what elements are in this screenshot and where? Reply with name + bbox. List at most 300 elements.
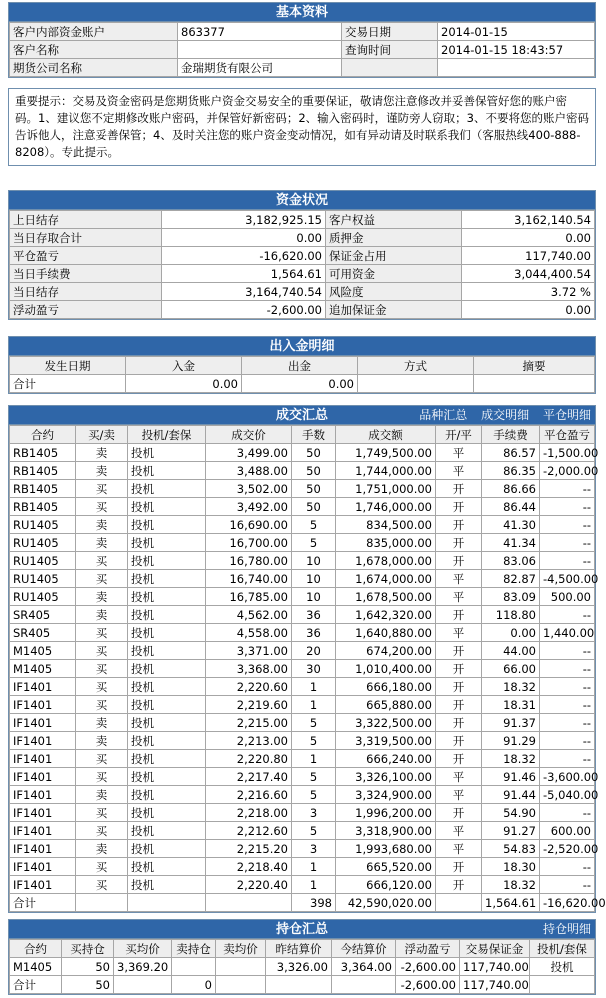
link-variety-summary[interactable]: 品种汇总 — [419, 408, 468, 422]
trade-cell: RU1405 — [10, 516, 76, 534]
trades-panel — [8, 405, 606, 913]
trade-cell: -- — [540, 516, 595, 534]
link-position-detail[interactable]: 持仓明细 — [542, 922, 591, 936]
trade-cell: 买 — [76, 750, 128, 768]
label-account: 客户内部资金账户 — [10, 23, 178, 41]
total-cell — [128, 894, 206, 912]
trade-cell: IF1401 — [10, 804, 76, 822]
trade-cell: IF1401 — [10, 732, 76, 750]
trade-cell: 50 — [292, 462, 336, 480]
funds-header — [9, 191, 595, 210]
trade-cell: 卖 — [76, 840, 128, 858]
trade-cell: IF1401 — [10, 858, 76, 876]
trade-cell: 1,749,500.00 — [336, 444, 436, 462]
label-trade-date: 交易日期 — [342, 23, 438, 41]
trade-cell: 18.32 — [482, 750, 540, 768]
trade-cell: 卖 — [76, 462, 128, 480]
trade-cell: 买 — [76, 858, 128, 876]
trade-cell: 开 — [436, 696, 482, 714]
trade-cell: 买 — [76, 768, 128, 786]
trade-cell: SR405 — [10, 606, 76, 624]
table-row — [10, 768, 595, 786]
trade-cell: 3,492.00 — [206, 498, 292, 516]
trade-cell: -- — [540, 732, 595, 750]
column-header: 开/平 — [436, 426, 482, 444]
trade-cell: 平 — [436, 822, 482, 840]
notice-panel — [8, 88, 596, 166]
column-header: 投机/套保 — [128, 426, 206, 444]
trade-cell: -1,500.00 — [540, 444, 595, 462]
trade-cell: 投机 — [128, 732, 206, 750]
empty-cell — [438, 59, 595, 77]
table-header-row — [10, 357, 595, 375]
trade-cell: -- — [540, 552, 595, 570]
total-cell: 398 — [292, 894, 336, 912]
trade-cell: 投机 — [128, 534, 206, 552]
trade-cell: 1 — [292, 876, 336, 894]
column-header: 合约 — [10, 940, 62, 958]
trade-cell: 83.09 — [482, 588, 540, 606]
link-trade-detail[interactable]: 成交明细 — [481, 408, 530, 422]
trade-cell: -- — [540, 678, 595, 696]
trade-cell: 82.87 — [482, 570, 540, 588]
table-row — [10, 229, 595, 247]
trade-cell: IF1401 — [10, 786, 76, 804]
trade-cell: -- — [540, 858, 595, 876]
table-row — [10, 786, 595, 804]
trade-cell: -- — [540, 696, 595, 714]
table-row — [10, 41, 595, 59]
inout-title: 出入金明细 — [269, 339, 335, 354]
funds-value: -16,620.00 — [162, 247, 326, 265]
table-row — [10, 958, 595, 976]
trade-cell: -5,040.00 — [540, 786, 595, 804]
trade-cell: 开 — [436, 552, 482, 570]
trade-cell: 买 — [76, 480, 128, 498]
total-cell — [530, 976, 595, 994]
column-header: 今结算价 — [332, 940, 396, 958]
total-cell: 0 — [172, 976, 216, 994]
positions-panel — [8, 919, 596, 995]
trade-cell: 投机 — [128, 588, 206, 606]
funds-label: 可用资金 — [326, 265, 462, 283]
trade-cell: 1,440.00 — [540, 624, 595, 642]
trade-cell: 18.31 — [482, 696, 540, 714]
trade-cell: 1,678,000.00 — [336, 552, 436, 570]
trade-cell: 1,674,000.00 — [336, 570, 436, 588]
position-cell: 117,740.00 — [460, 958, 530, 976]
trade-cell: 18.32 — [482, 876, 540, 894]
trade-cell: 16,690.00 — [206, 516, 292, 534]
trade-cell: 投机 — [128, 768, 206, 786]
position-cell: 50 — [62, 958, 114, 976]
trade-cell: 674,200.00 — [336, 642, 436, 660]
trade-cell: 5 — [292, 714, 336, 732]
trade-cell: 投机 — [128, 696, 206, 714]
basic-info-header — [9, 3, 595, 22]
positions-table — [9, 939, 595, 994]
trade-cell: 买 — [76, 552, 128, 570]
funds-value: 1,564.61 — [162, 265, 326, 283]
trade-cell: 30 — [292, 660, 336, 678]
trade-cell: 1,996,200.00 — [336, 804, 436, 822]
table-row — [10, 660, 595, 678]
trade-cell: 91.37 — [482, 714, 540, 732]
trade-cell: 18.32 — [482, 678, 540, 696]
trade-cell: -- — [540, 804, 595, 822]
trade-cell: 开 — [436, 480, 482, 498]
trade-cell: 投机 — [128, 642, 206, 660]
trade-cell: 5 — [292, 534, 336, 552]
trade-cell: 开 — [436, 678, 482, 696]
funds-value: -2,600.00 — [162, 301, 326, 319]
total-cell — [332, 976, 396, 994]
inout-panel — [8, 336, 596, 394]
table-row — [10, 750, 595, 768]
trade-cell: IF1401 — [10, 840, 76, 858]
table-row — [10, 606, 595, 624]
trade-cell: 1,993,680.00 — [336, 840, 436, 858]
trade-cell: 平 — [436, 768, 482, 786]
table-row — [10, 858, 595, 876]
funds-label: 浮动盈亏 — [10, 301, 162, 319]
trade-cell: 1 — [292, 858, 336, 876]
trade-cell: 3 — [292, 804, 336, 822]
trade-cell: 卖 — [76, 732, 128, 750]
column-header: 买持仓 — [62, 940, 114, 958]
trade-cell: 50 — [292, 444, 336, 462]
trade-cell: 开 — [436, 534, 482, 552]
basic-info-panel — [8, 2, 596, 78]
trade-cell: IF1401 — [10, 768, 76, 786]
table-row — [10, 211, 595, 229]
basic-info-table — [9, 22, 595, 77]
funds-value: 117,740.00 — [462, 247, 595, 265]
trade-cell: 2,216.60 — [206, 786, 292, 804]
column-header: 成交额 — [336, 426, 436, 444]
trade-cell: 平 — [436, 462, 482, 480]
total-cell: 117,740.00 — [460, 976, 530, 994]
trade-cell: 买 — [76, 696, 128, 714]
table-total-row — [10, 976, 595, 994]
trade-cell: 投机 — [128, 822, 206, 840]
table-row — [10, 265, 595, 283]
column-header: 浮动盈亏 — [396, 940, 460, 958]
trade-cell: 86.44 — [482, 498, 540, 516]
trade-cell: 10 — [292, 588, 336, 606]
trade-cell: 2,213.00 — [206, 732, 292, 750]
trade-cell: RB1405 — [10, 444, 76, 462]
table-row — [10, 804, 595, 822]
funds-title: 资金状况 — [275, 193, 328, 208]
trade-cell: 2,220.60 — [206, 678, 292, 696]
table-total-row — [10, 894, 595, 912]
column-header: 合约 — [10, 426, 76, 444]
position-cell: -2,600.00 — [396, 958, 460, 976]
total-cell: 0.00 — [126, 375, 242, 393]
label-client-name: 客户名称 — [10, 41, 178, 59]
value-trade-date: 2014-01-15 — [438, 23, 595, 41]
trade-cell: -- — [540, 660, 595, 678]
funds-value: 0.00 — [162, 229, 326, 247]
trade-cell: 666,120.00 — [336, 876, 436, 894]
trade-cell: RU1405 — [10, 534, 76, 552]
table-row — [10, 840, 595, 858]
trade-cell: 16,785.00 — [206, 588, 292, 606]
trade-cell: -- — [540, 534, 595, 552]
label-query-time: 查询时间 — [342, 41, 438, 59]
column-header: 卖持仓 — [172, 940, 216, 958]
trade-cell: 投机 — [128, 840, 206, 858]
funds-value: 0.00 — [462, 229, 595, 247]
trade-cell: -- — [540, 876, 595, 894]
trades-header — [9, 406, 595, 425]
column-header: 成交价 — [206, 426, 292, 444]
value-company: 金瑞期货有限公司 — [178, 59, 342, 77]
table-row — [10, 552, 595, 570]
link-close-detail[interactable]: 平仓明细 — [542, 408, 591, 422]
trade-cell: 投机 — [128, 444, 206, 462]
table-row — [10, 822, 595, 840]
funds-table — [9, 210, 595, 319]
trade-cell: 4,562.00 — [206, 606, 292, 624]
total-cell — [474, 375, 595, 393]
column-header: 手数 — [292, 426, 336, 444]
trade-cell: 666,240.00 — [336, 750, 436, 768]
trade-cell: 41.30 — [482, 516, 540, 534]
trade-cell: 平 — [436, 444, 482, 462]
trade-cell: 1,751,000.00 — [336, 480, 436, 498]
trade-cell: 2,220.40 — [206, 876, 292, 894]
trade-cell: 买 — [76, 876, 128, 894]
trade-cell: 买 — [76, 804, 128, 822]
trade-cell: 1,744,000.00 — [336, 462, 436, 480]
table-header-row — [10, 426, 595, 444]
trade-cell: 开 — [436, 732, 482, 750]
inout-header — [9, 337, 595, 356]
trade-cell: 投机 — [128, 804, 206, 822]
funds-label: 平仓盈亏 — [10, 247, 162, 265]
total-cell — [266, 976, 332, 994]
trade-cell: 41.34 — [482, 534, 540, 552]
column-header: 投机/套保 — [530, 940, 595, 958]
trade-cell: SR405 — [10, 624, 76, 642]
trade-cell: 开 — [436, 750, 482, 768]
funds-label: 追加保证金 — [326, 301, 462, 319]
trade-cell: 1 — [292, 696, 336, 714]
trade-cell: 50 — [292, 498, 336, 516]
table-row — [10, 624, 595, 642]
trade-cell: 买 — [76, 570, 128, 588]
column-header: 交易保证金 — [460, 940, 530, 958]
trade-cell: -- — [540, 498, 595, 516]
trade-cell: 1,678,500.00 — [336, 588, 436, 606]
trade-cell: M1405 — [10, 642, 76, 660]
trade-cell: 2,215.20 — [206, 840, 292, 858]
column-header: 买均价 — [114, 940, 172, 958]
value-account: 863377 — [178, 23, 342, 41]
position-cell: 3,326.00 — [266, 958, 332, 976]
trade-cell: 投机 — [128, 876, 206, 894]
trade-cell: 86.57 — [482, 444, 540, 462]
trade-cell: 3,371.00 — [206, 642, 292, 660]
positions-title: 持仓汇总 — [275, 922, 328, 937]
trade-cell: 平 — [436, 786, 482, 804]
table-row — [10, 23, 595, 41]
notice-text: 重要提示：交易及资金密码是您期货账户资金交易安全的重要保证，敬请您注意修改并妥善保管好您的账户密码。1、建议您不定期修改账户密码，并保管好新密码；2、输入密码时，谨防旁人窃取；3、不要将您的账户密码告诉他人，注意妥善保管；4、及时关注您的账户资金变动情况，如有异动请及时联系我们（客服热线400-888-8208）。专此提示。 — [15, 94, 589, 159]
trade-cell: 600.00 — [540, 822, 595, 840]
trade-cell: 5 — [292, 732, 336, 750]
trade-cell: 买 — [76, 642, 128, 660]
trade-cell: 买 — [76, 498, 128, 516]
value-query-time: 2014-01-15 18:43:57 — [438, 41, 595, 59]
trade-cell: -- — [540, 606, 595, 624]
trade-cell: 3,318,900.00 — [336, 822, 436, 840]
funds-label: 上日结存 — [10, 211, 162, 229]
trade-cell: 5 — [292, 786, 336, 804]
basic-info-title: 基本资料 — [275, 5, 328, 20]
trade-cell: 开 — [436, 516, 482, 534]
trade-cell: 买 — [76, 678, 128, 696]
funds-panel — [8, 190, 596, 320]
funds-value: 3,044,400.54 — [462, 265, 595, 283]
column-header: 平仓盈亏 — [540, 426, 595, 444]
funds-value: 0.00 — [462, 301, 595, 319]
trade-cell: 卖 — [76, 786, 128, 804]
total-cell: 50 — [62, 976, 114, 994]
trade-cell: RU1405 — [10, 570, 76, 588]
trade-cell: 投机 — [128, 606, 206, 624]
table-row — [10, 283, 595, 301]
trade-cell: 开 — [436, 714, 482, 732]
trade-cell: 卖 — [76, 714, 128, 732]
trade-cell: 54.83 — [482, 840, 540, 858]
trade-cell: IF1401 — [10, 678, 76, 696]
trade-cell: 买 — [76, 822, 128, 840]
trade-cell: 91.29 — [482, 732, 540, 750]
table-row — [10, 516, 595, 534]
trades-title: 成交汇总 — [275, 408, 328, 423]
table-row — [10, 462, 595, 480]
trade-cell: 5 — [292, 516, 336, 534]
table-row — [10, 696, 595, 714]
trade-cell: 16,780.00 — [206, 552, 292, 570]
position-cell: 投机 — [530, 958, 595, 976]
trade-cell: 投机 — [128, 660, 206, 678]
trade-cell: 91.27 — [482, 822, 540, 840]
trade-cell: 投机 — [128, 858, 206, 876]
trade-cell: 投机 — [128, 750, 206, 768]
trade-cell: IF1401 — [10, 876, 76, 894]
trade-cell: 83.06 — [482, 552, 540, 570]
funds-label: 客户权益 — [326, 211, 462, 229]
funds-label: 当日手续费 — [10, 265, 162, 283]
trade-cell: 666,180.00 — [336, 678, 436, 696]
trade-cell: 卖 — [76, 444, 128, 462]
trade-cell: 开 — [436, 642, 482, 660]
table-row — [10, 480, 595, 498]
trade-cell: 开 — [436, 858, 482, 876]
trade-cell: 2,215.00 — [206, 714, 292, 732]
table-row — [10, 588, 595, 606]
trade-cell: -2,520.00 — [540, 840, 595, 858]
table-row — [10, 642, 595, 660]
total-cell — [436, 894, 482, 912]
position-cell — [172, 958, 216, 976]
trade-cell: 卖 — [76, 588, 128, 606]
trade-cell: 3,368.00 — [206, 660, 292, 678]
trade-cell: 开 — [436, 876, 482, 894]
trade-cell: -- — [540, 480, 595, 498]
trade-cell: 投机 — [128, 516, 206, 534]
trade-cell: 3,319,500.00 — [336, 732, 436, 750]
total-cell — [206, 894, 292, 912]
trade-cell: 834,500.00 — [336, 516, 436, 534]
position-cell — [216, 958, 266, 976]
position-cell: M1405 — [10, 958, 62, 976]
trade-cell: 16,700.00 — [206, 534, 292, 552]
trade-cell: 2,217.40 — [206, 768, 292, 786]
table-row — [10, 732, 595, 750]
column-header: 方式 — [358, 357, 474, 375]
trade-cell: 投机 — [128, 480, 206, 498]
trade-cell: RU1405 — [10, 552, 76, 570]
trade-cell: 卖 — [76, 606, 128, 624]
trade-cell: 665,880.00 — [336, 696, 436, 714]
inout-table — [9, 356, 595, 393]
total-cell: 合计 — [10, 976, 62, 994]
trade-cell: 平 — [436, 624, 482, 642]
trade-cell: 平 — [436, 588, 482, 606]
total-cell: -2,600.00 — [396, 976, 460, 994]
trade-cell: 2,212.60 — [206, 822, 292, 840]
trade-cell: 2,219.60 — [206, 696, 292, 714]
trade-cell: 16,740.00 — [206, 570, 292, 588]
trade-cell: IF1401 — [10, 714, 76, 732]
trade-cell: 投机 — [128, 624, 206, 642]
trade-cell: M1405 — [10, 660, 76, 678]
trade-cell: 36 — [292, 606, 336, 624]
trade-cell: 3,502.00 — [206, 480, 292, 498]
total-cell — [114, 976, 172, 994]
trade-cell: 5 — [292, 768, 336, 786]
trade-cell: IF1401 — [10, 750, 76, 768]
positions-header — [9, 920, 595, 939]
trade-cell: -- — [540, 750, 595, 768]
table-row — [10, 498, 595, 516]
funds-label: 保证金占用 — [326, 247, 462, 265]
trade-cell: 44.00 — [482, 642, 540, 660]
trade-cell: 投机 — [128, 498, 206, 516]
trade-cell: 0.00 — [482, 624, 540, 642]
table-header-row — [10, 940, 595, 958]
trade-cell: 投机 — [128, 462, 206, 480]
trade-cell: 2,218.00 — [206, 804, 292, 822]
trade-cell: 3,499.00 — [206, 444, 292, 462]
trade-cell: -4,500.00 — [540, 570, 595, 588]
trade-cell: 3,326,100.00 — [336, 768, 436, 786]
trade-cell: RB1405 — [10, 498, 76, 516]
trade-cell: 91.44 — [482, 786, 540, 804]
trade-cell: -2,000.00 — [540, 462, 595, 480]
total-cell: 1,564.61 — [482, 894, 540, 912]
trade-cell: 86.66 — [482, 480, 540, 498]
column-header: 出金 — [242, 357, 358, 375]
trade-cell: 1 — [292, 750, 336, 768]
trade-cell: 投机 — [128, 786, 206, 804]
funds-value: 3.72 % — [462, 283, 595, 301]
trade-cell: RB1405 — [10, 480, 76, 498]
